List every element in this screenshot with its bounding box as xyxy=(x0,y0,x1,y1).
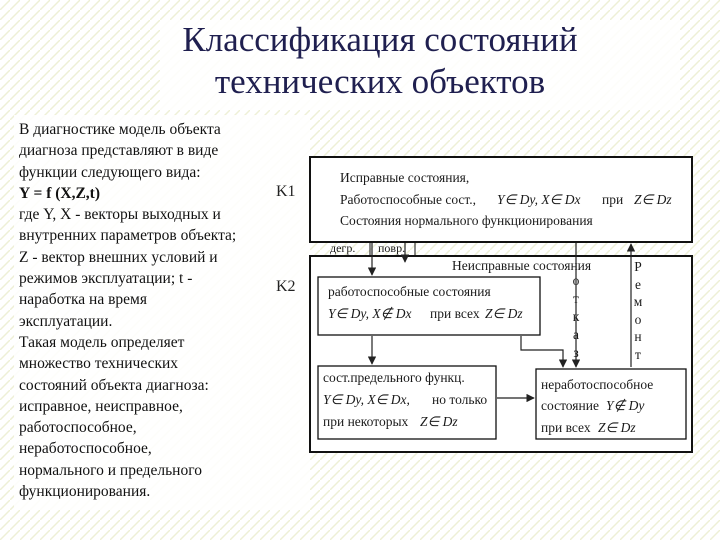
body-line: внутренних параметров объекта; xyxy=(19,227,237,245)
degradation-label: дегр. xyxy=(330,241,356,255)
limit-box-title: сост.предельного функц. xyxy=(323,370,465,385)
body-line: В диагностике модель объекта xyxy=(19,121,221,138)
operable-states-label: Работоспособные сост., xyxy=(340,192,477,207)
body-line: функции следующего вида: xyxy=(19,163,201,181)
body-text xyxy=(19,119,319,502)
operable-box-pri-vseh: при всех xyxy=(430,306,480,321)
body-line: множество технических xyxy=(19,355,179,373)
inoperable-box-condition: Y∉ Dy xyxy=(606,398,645,413)
limit-box-z: Z∈ Dz xyxy=(420,414,458,429)
body-line: Такая модель определяет xyxy=(19,333,185,351)
condition-z: Z∈ Dz xyxy=(634,192,672,207)
limit-box-condition: Y∈ Dy, X∈ Dx, xyxy=(323,392,410,407)
inoperable-box-pri-vseh: при всех xyxy=(541,420,591,435)
limit-box-some: при некоторых xyxy=(323,414,409,429)
body-line: исправное, неисправное, xyxy=(19,397,183,415)
slide-title-line-1: Классификация состояний xyxy=(182,20,578,59)
damage-label: повр. xyxy=(378,241,406,255)
body-line: функционирования. xyxy=(19,483,151,501)
condition-pri: при xyxy=(602,192,624,207)
body-line: состояний объекта диагноза: xyxy=(19,376,209,394)
body-line: неработоспособное, xyxy=(19,440,152,458)
body-line: где Y, X - векторы выходных и xyxy=(19,206,221,224)
healthy-states-label: Исправные состояния, xyxy=(340,170,470,185)
body-line: нормального и предельного xyxy=(19,461,202,479)
body-line: наработка на время xyxy=(19,291,147,309)
k2-label: K2 xyxy=(276,278,296,295)
operable-box-condition: Y∈ Dy, X∉ Dx xyxy=(328,306,412,321)
repair-label: Р е м о н т xyxy=(633,259,643,362)
body-line-formula: Y = f (X,Z,t) xyxy=(19,184,101,202)
operable-box-title: работоспособные состояния xyxy=(328,284,491,299)
body-line: Z - вектор внешних условий и xyxy=(19,248,218,266)
slide-title-line-2: технических объектов xyxy=(214,62,546,101)
operable-box-z: Z∈ Dz xyxy=(485,306,523,321)
body-line: режимов эксплуатации; t - xyxy=(19,270,193,288)
body-line: эксплуатации. xyxy=(19,312,113,330)
limit-box-only: но только xyxy=(432,392,488,407)
condition-y-x: Y∈ Dy, X∈ Dx xyxy=(497,192,581,207)
normal-function-label: Состояния нормального функционирования xyxy=(340,213,593,228)
body-line: диагноза представляют в виде xyxy=(19,142,219,160)
k1-label: K1 xyxy=(276,183,296,200)
failure-label: о т к а з xyxy=(572,273,580,360)
inoperable-box-z: Z∈ Dz xyxy=(598,420,636,435)
body-line: работоспособное, xyxy=(19,419,137,437)
inoperable-box-state: состояние xyxy=(541,398,599,413)
faulty-states-label: Неисправные состояния xyxy=(452,258,592,273)
inoperable-box-title: неработоспособное xyxy=(541,377,654,392)
